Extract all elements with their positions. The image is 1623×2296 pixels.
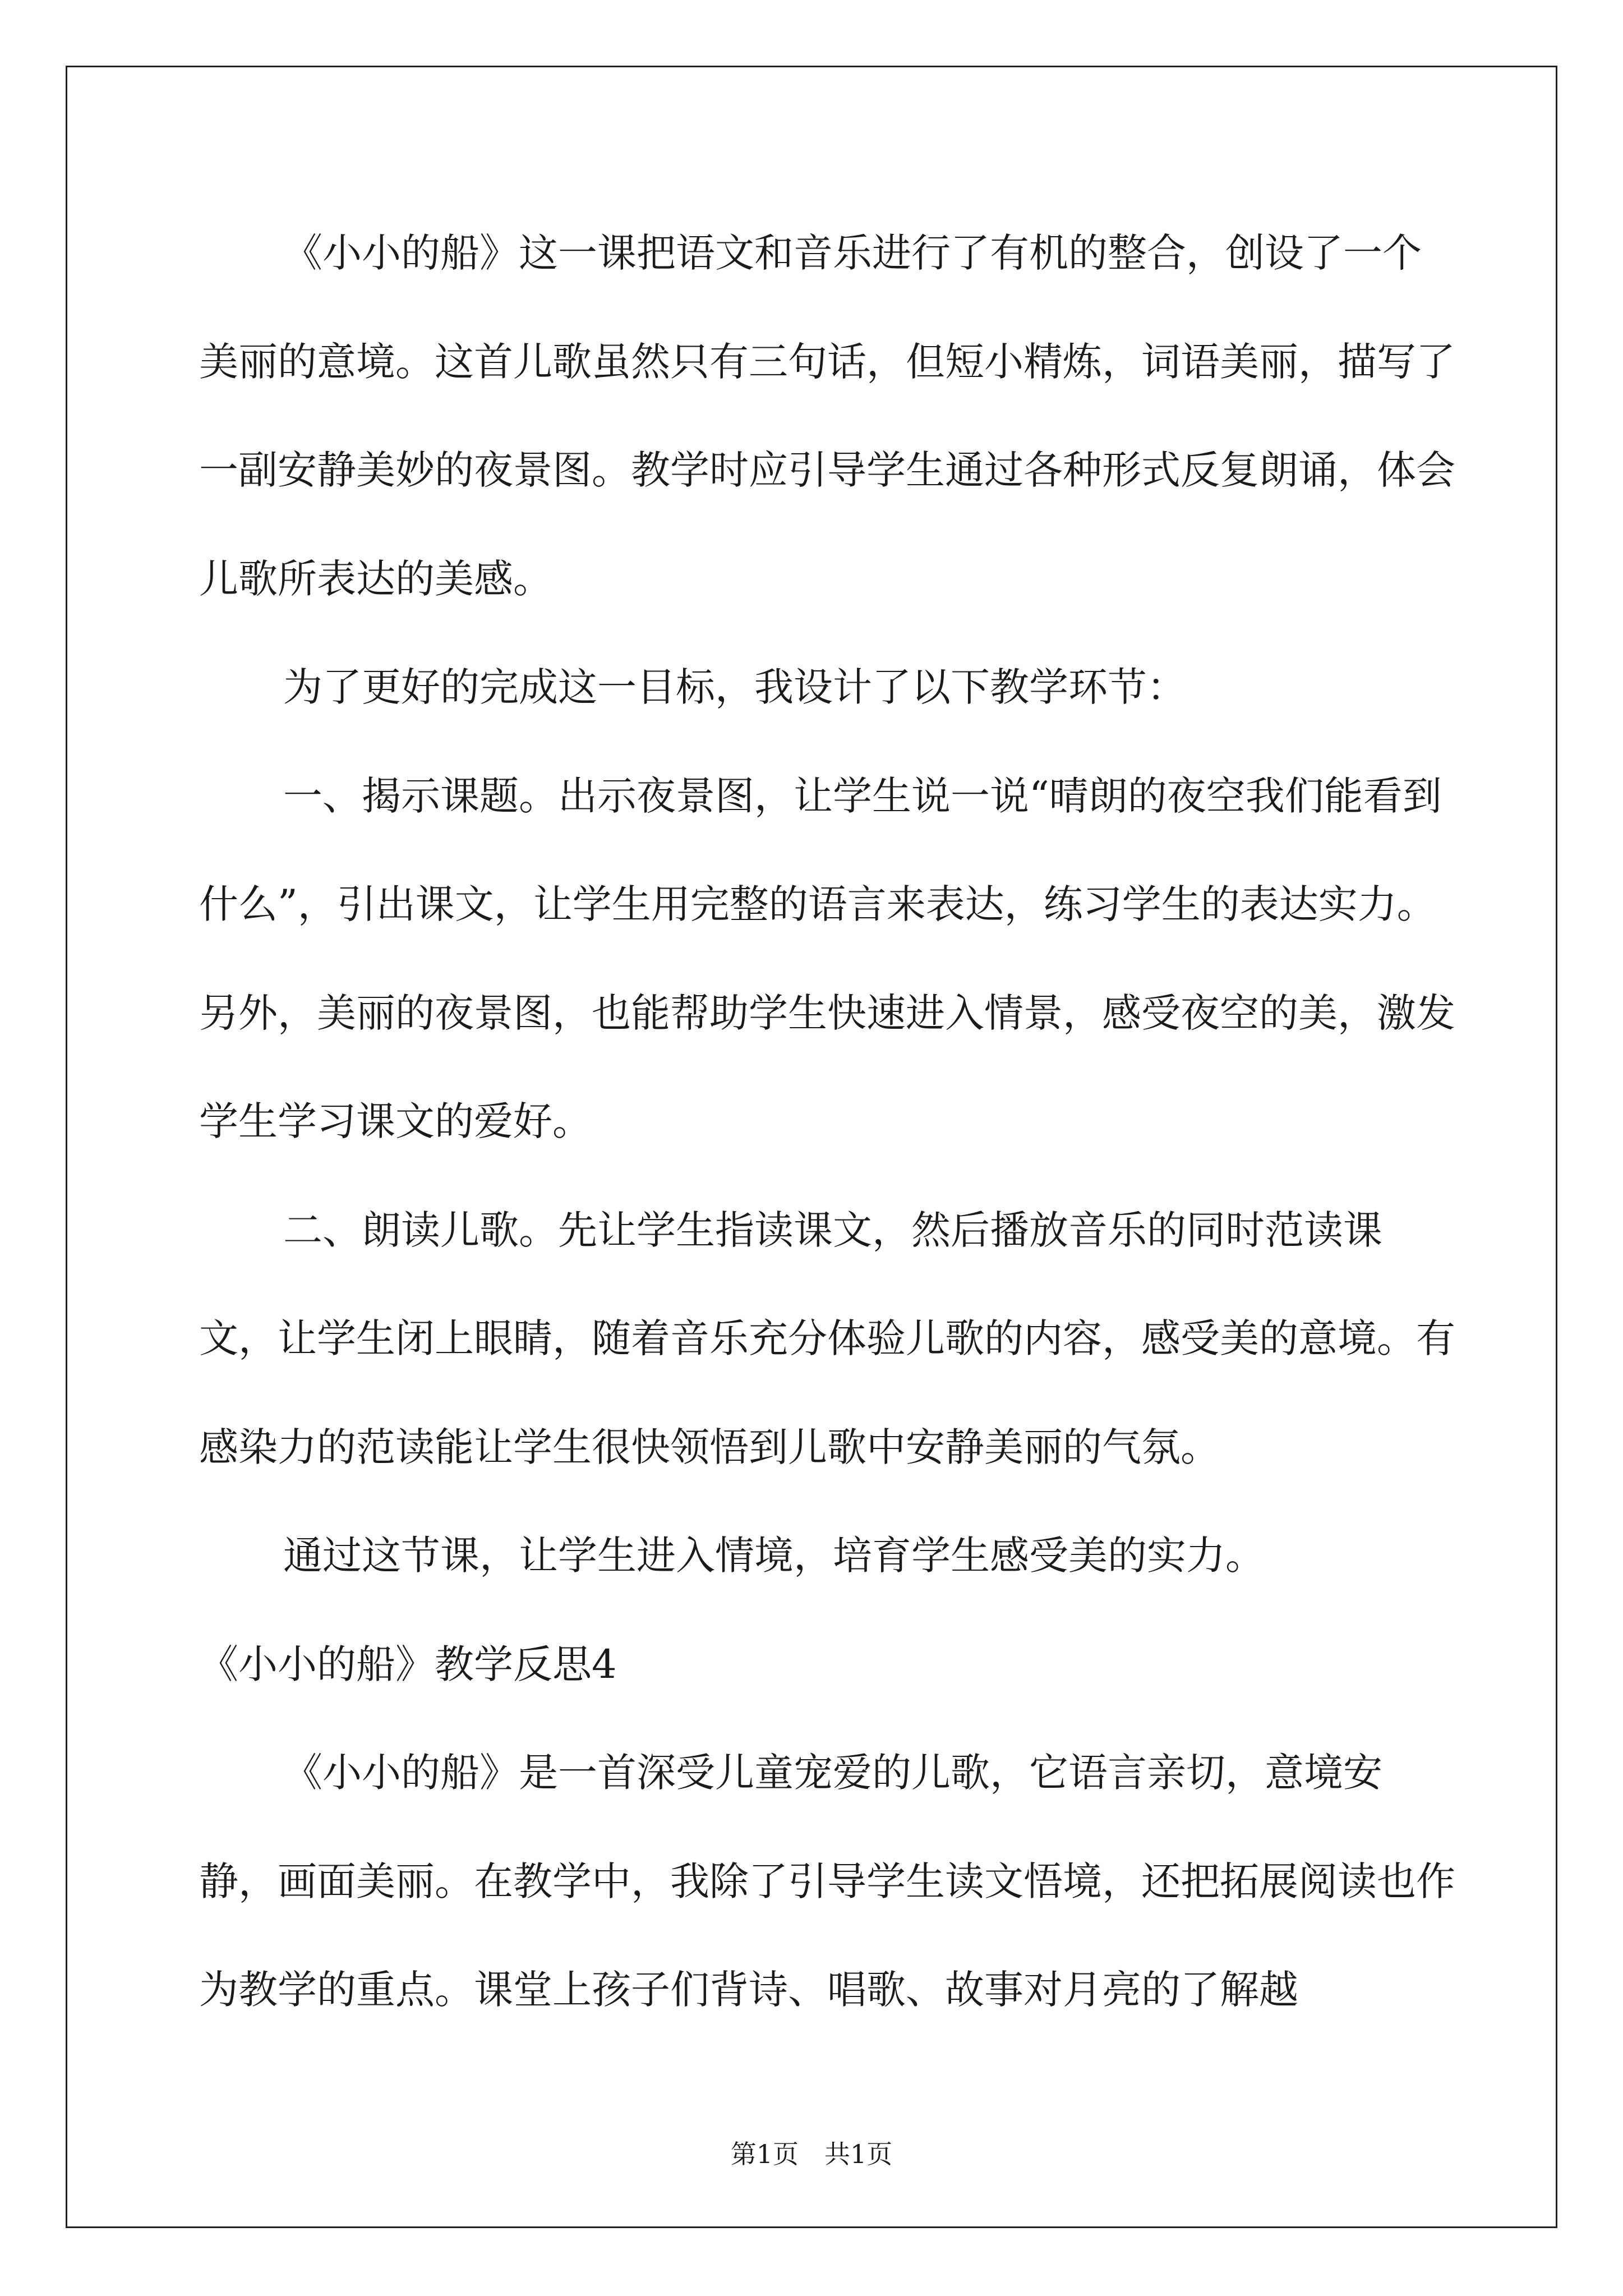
paragraph-intro: 《小小的船》这一课把语文和音乐进行了有机的整合，创设了一个美丽的意境。这首儿歌虽然只有三句话，但短小精炼，词语美丽，描写了一副安静美妙的夜景图。教学时应引导学生通过各种形式反复朗诵，体会儿歌所表达的美感。	[199, 230, 1455, 602]
paragraph-reflection: 《小小的船》是一首深受儿童宠爱的儿歌，它语言亲切，意境安静，画面美丽。在教学中，我除了引导学生读文悟境，还把拓展阅读也作为教学的重点。课堂上孩子们背诗、唱歌、故事对月亮的了解越	[199, 1750, 1455, 2013]
paragraph-design: 为了更好的完成这一目标，我设计了以下教学环节：	[283, 664, 1186, 710]
page-footer: 第1页 共1页	[730, 2139, 893, 2169]
paragraph-conclusion: 通过这节课，让学生进入情境，培育学生感受美的实力。	[283, 1533, 1265, 1579]
section-heading: 《小小的船》教学反思4	[199, 1641, 617, 1687]
paragraph-step-two: 二、朗读儿歌。先让学生指读课文，然后播放音乐的同时范读课文，让学生闭上眼睛，随着音乐充分体验儿歌的内容，感受美的意境。有感染力的范读能让学生很快领悟到儿歌中安静美丽的气氛。	[199, 1207, 1455, 1470]
document-body	[199, 199, 1455, 2045]
paragraph-step-one: 一、揭示课题。出示夜景图，让学生说一说“晴朗的夜空我们能看到什么”，引出课文，让学生用完整的语言来表达，练习学生的表达实力。另外，美丽的夜景图，也能帮助学生快速进入情景，感受夜空的美，激发学生学习课文的爱好。	[199, 772, 1455, 1144]
